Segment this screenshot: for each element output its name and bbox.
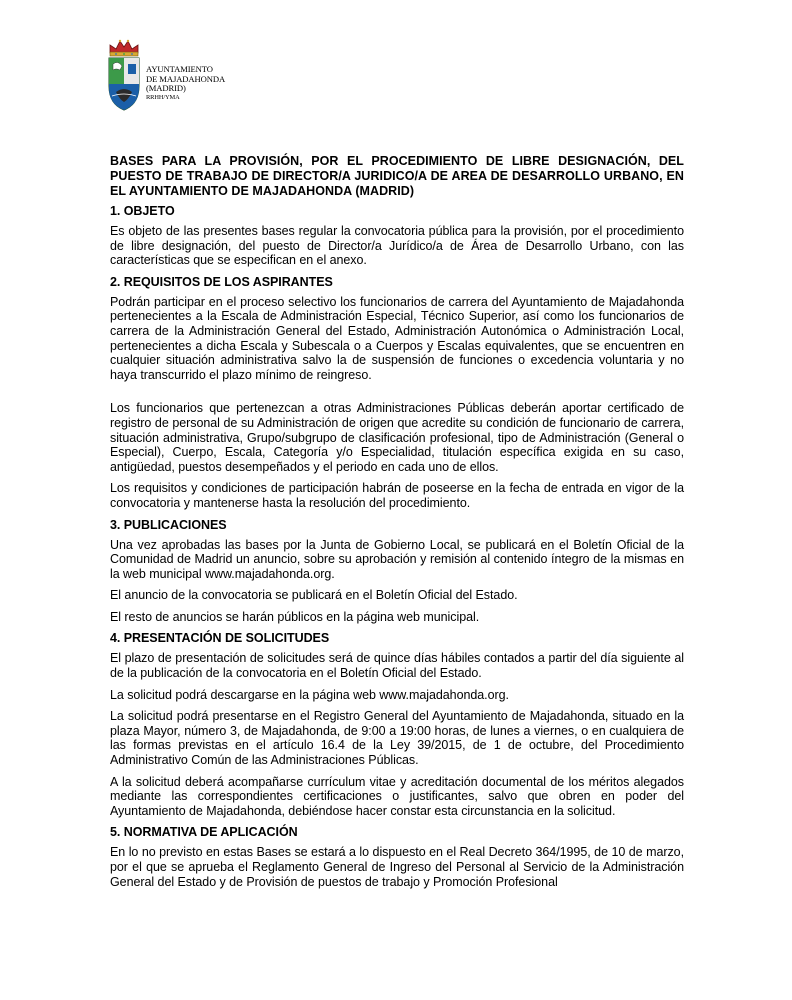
- municipal-crest-icon: [106, 38, 142, 112]
- section-heading-presentacion: 4. PRESENTACIÓN DE SOLICITUDES: [110, 631, 330, 646]
- org-line-2: DE MAJADAHONDA: [146, 73, 226, 84]
- organization-name: [146, 65, 225, 102]
- paragraph: En lo no previsto en estas Bases se estará a lo dispuesto en el Real Decreto 364/1995, de 10 de marzo, por el que se aprueba el Reglamento General de Ingreso del Personal al Servicio de la Administración General del Estado y de Provisión de puestos de trabajo y Promoción Profesional: [110, 845, 684, 889]
- section-heading-requisitos: 2. REQUISITOS DE LOS ASPIRANTES: [110, 274, 333, 289]
- letterhead: [106, 38, 306, 118]
- paragraph: El anuncio de la convocatoria se publicará en el Boletín Oficial del Estado.: [110, 588, 518, 603]
- section-heading-publicaciones: 3. PUBLICACIONES: [110, 517, 227, 532]
- paragraph: A la solicitud deberá acompañarse currículum vitae y acreditación documental de los méritos alegados mediante las correspondientes certificaciones o justificantes, salvo que obren en poder del Ayuntamiento de Majadahonda, debiéndose hacer constar esta circunstancia en la solicitud.: [110, 774, 684, 818]
- section-heading-normativa: 5. NORMATIVA DE APLICACIÓN: [110, 825, 298, 840]
- paragraph: Es objeto de las presentes bases regular la convocatoria pública para la provisión, por el procedimiento de libre designación, del puesto de Director/a Jurídico/a de Área de Desarrollo Urbano, con las características que se especifican en el anexo.: [110, 224, 684, 268]
- org-line-1: AYUNTAMIENTO: [146, 64, 213, 74]
- paragraph: La solicitud podrá descargarse en la página web www.majadahonda.org.: [110, 687, 509, 702]
- paragraph: Los funcionarios que pertenezcan a otras Administraciones Públicas deberán aportar certificado de registro de personal de su Administración de origen que acredite su condición de funcionario de carrera, situación administrativa, Grupo/subgrupo de clasificación profesional, tipo de Administración (General o Especial), Cuerpo, Escala, Categoría y/o Especialidad, titulación específica exigida en su caso, antigüedad, puestos desempeñados y el periodo en cada uno de ellos.: [110, 401, 684, 474]
- paragraph: Los requisitos y condiciones de participación habrán de poseerse en la fecha de entrada en vigor de la convocatoria y mantenerse hasta la resolución del procedimiento.: [110, 481, 684, 510]
- paragraph: El plazo de presentación de solicitudes será de quince días hábiles contados a partir del día siguiente al de la publicación de la convocatoria en el Boletín Oficial del Estado.: [110, 651, 684, 681]
- paragraph: Podrán participar en el proceso selectivo los funcionarios de carrera del Ayuntamiento de Majadahonda pertenecientes a la Escala de Administración Especial, Técnico Superior, así como los funcionarios de carrera de la Administración General del Estado, Administración Autonómica o Administración Local, pertenecientes a dicha Escala y Subescala o a Cuerpos y Escalas equivalentes, que se encuentren en cualquier situación administrativa salvo la de suspensión de funciones o excedencia voluntaria y no haya transcurrido el plazo mínimo de reingreso.: [110, 294, 684, 382]
- section-heading-objeto: 1. OBJETO: [110, 204, 175, 218]
- paragraph: La solicitud podrá presentarse en el Registro General del Ayuntamiento de Majadahonda, situado en la plaza Mayor, número 3, de Majadahonda, de 9:00 a 19:00 horas, de lunes a viernes, o en cualquiera de las formas previstas en el artículo 16.4 de la Ley 39/2015, de 1 de octubre, del Procedimiento Administrativo Común de las Administraciones Públicas.: [110, 709, 684, 768]
- paragraph: El resto de anuncios se harán públicos en la página web municipal.: [110, 609, 480, 624]
- document-title: BASES PARA LA PROVISIÓN, POR EL PROCEDIMIENTO DE LIBRE DESIGNACIÓN, DEL PUESTO DE TRABAJO DE DIRECTOR/A JURIDICO/A DE AREA DE DESARROLLO URBANO, EN EL AYUNTAMIENTO DE MAJADAHONDA (MADRID): [110, 154, 684, 198]
- org-line-3: (MADRID): [146, 83, 186, 94]
- department-reference: RRHH/YMA: [146, 93, 180, 101]
- paragraph: Una vez aprobadas las bases por la Junta de Gobierno Local, se publicará en el Boletín Oficial de la Comunidad de Madrid un anuncio, sobre su aprobación y remisión al contenido íntegro de la mismas en la web municipal www.majadahonda.org.: [110, 537, 684, 581]
- document-body: [110, 154, 684, 896]
